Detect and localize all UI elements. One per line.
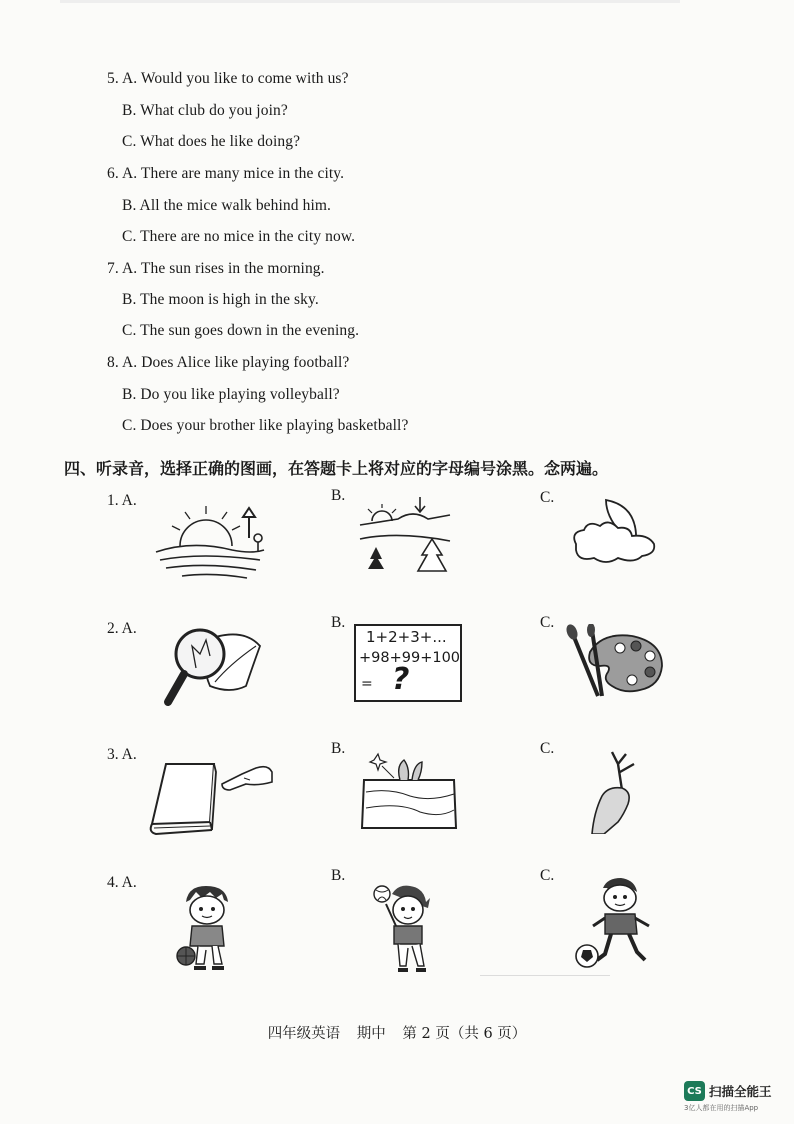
question-mark-icon: ? (392, 662, 410, 697)
row3-label-a: 3. A. (107, 746, 137, 763)
row2-label-b: B. (331, 614, 346, 631)
moon-cloud-picture (568, 496, 660, 568)
row4-label-b: B. (331, 867, 346, 884)
q7-option-c: C. The sun goes down in the evening. (122, 322, 360, 339)
camscanner-name: 扫描全能王 (709, 1084, 772, 1099)
camscanner-tagline: 3亿人都在用的扫描App (684, 1104, 759, 1112)
magnifier-leaf-picture (160, 624, 265, 708)
row2-label-a: 2. A. (107, 620, 137, 637)
q7-option-a: 7. A. The sun rises in the morning. (107, 260, 325, 277)
row3-label-b: B. (331, 740, 346, 757)
book-pointing-picture (146, 752, 276, 838)
q6-option-a: 6. A. There are many mice in the city. (107, 165, 345, 182)
q6-option-b: B. All the mice walk behind him. (122, 197, 331, 214)
math-card (354, 624, 462, 702)
q6-option-c: C. There are no mice in the city now. (122, 228, 356, 245)
page-footer (0, 1022, 794, 1043)
hand-twig-picture (588, 750, 648, 834)
camscanner-logo-icon: CS (684, 1081, 705, 1101)
row2-label-c: C. (540, 614, 555, 631)
math-equals: = (361, 676, 373, 692)
row3-label-c: C. (540, 740, 555, 757)
wood-board-picture (360, 752, 460, 830)
math-line-2: +98+99+100 (359, 650, 461, 666)
q5-option-c: C. What does he like doing? (122, 133, 301, 150)
row1-label-c: C. (540, 489, 555, 506)
sunset-picture (358, 495, 453, 575)
girl-volleyball-picture (370, 882, 440, 976)
row4-label-c: C. (540, 867, 555, 884)
q8-option-c: C. Does your brother like playing basketball? (122, 417, 409, 434)
scanner-watermark (684, 1081, 772, 1101)
q5-option-b: B. What club do you join? (122, 102, 288, 119)
row4-label-a: 4. A. (107, 874, 137, 891)
boy-football-picture (575, 876, 659, 970)
sunrise-picture (152, 500, 267, 580)
section-4-title: 四、听录音，选择正确的图画，在答题卡上将对应的字母编号涂黑。念两遍。 (64, 459, 609, 478)
footer-subject: 四年级英语 (267, 1026, 341, 1042)
footer-rule (480, 975, 610, 976)
footer-term: 期中 (356, 1026, 386, 1042)
q8-option-b: B. Do you like playing volleyball? (122, 386, 340, 403)
footer-page-number: 第 2 页（共 6 页） (402, 1026, 527, 1042)
q5-option-a: 5. A. Would you like to come with us? (107, 70, 349, 87)
row1-label-a: 1. A. (107, 492, 137, 509)
q8-option-a: 8. A. Does Alice like playing football? (107, 354, 350, 371)
q7-option-b: B. The moon is high in the sky. (122, 291, 319, 308)
math-line-1: 1+2+3+... (366, 628, 447, 646)
paint-palette-picture (562, 624, 667, 700)
row1-label-b: B. (331, 487, 346, 504)
boy-basketball-picture (172, 884, 242, 976)
scan-edge (60, 0, 680, 3)
